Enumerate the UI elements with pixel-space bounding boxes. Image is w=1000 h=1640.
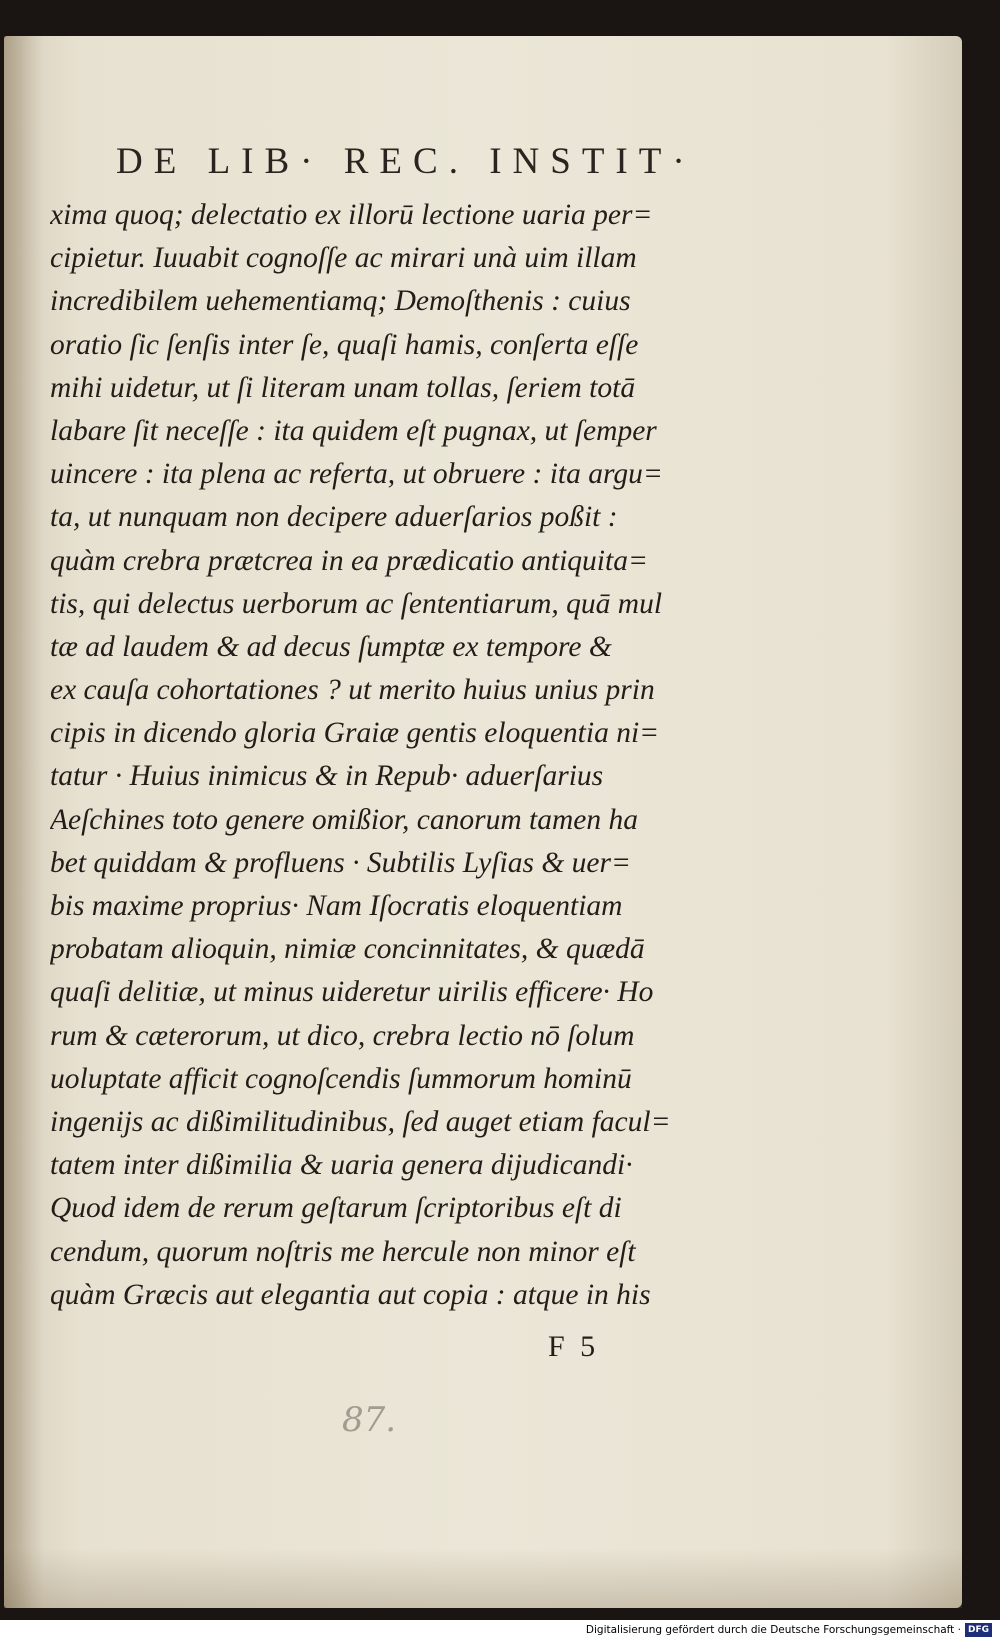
text-line: uincere : ita plena ac referta, ut obruere : ita argu= (50, 458, 663, 491)
text-line: Aeſchines toto genere omißior, canorum tamen ha (50, 803, 638, 836)
text-line: ingenijs ac dißimilitudinibus, ſed auget etiam facul= (50, 1105, 671, 1138)
text-line: cendum, quorum noſtris me hercule non minor eſt (50, 1235, 636, 1268)
text-line: Quod idem de rerum geſtarum ſcriptoribus eſt di (50, 1192, 622, 1225)
text-line: probatam alioquin, nimiæ concinnitates, & quædā (50, 933, 645, 966)
text-line: tæ ad laudem & ad decus ſumptæ ex tempore & (50, 630, 612, 663)
text-line: tatur · Huius inimicus & in Repub· aduerſarius (50, 760, 604, 793)
page-bottom-shadow (4, 1548, 962, 1608)
digitization-credit (586, 1622, 992, 1638)
text-line: oratio ſic ſenſis inter ſe, quaſi hamis, conſerta eſſe (50, 328, 639, 361)
text-line: bet quiddam & profluens · Subtilis Lyſias & uer= (50, 846, 631, 879)
text-line: rum & cæterorum, ut dico, crebra lectio nō ſolum (50, 1019, 635, 1052)
credit-text: Digitalisierung gefördert durch die Deutsche Forschungsgemeinschaft · (585, 1624, 961, 1636)
text-line: bis maxime proprius· Nam Iſocratis eloquentiam (50, 890, 623, 922)
text-line: ta, ut nunquam non decipere aduerſarios poßit : (50, 501, 618, 534)
text-line: cipietur. Iuuabit cognoſſe ac mirari unà uim illam (50, 242, 637, 275)
text-line: quaſi delitiæ, ut minus uideretur uirilis efficere· Ho (50, 976, 654, 1009)
handwritten-folio-number: 87. (342, 1400, 397, 1440)
text-line: uoluptate afficit cognoſcendis ſummorum hominū (50, 1062, 632, 1095)
dfg-logo-icon: DFG (965, 1623, 992, 1637)
text-line: tis, qui delectus uerborum ac ſententiarum, quā mul (50, 587, 663, 620)
gutter-shadow (4, 36, 44, 1608)
text-line: quàm crebra prætcrea in ea prædicatio antiquita= (50, 544, 648, 577)
running-head: DE LIB· REC. INSTIT· (116, 141, 696, 182)
text-line: mihi uidetur, ut ſi literam unam tollas, ſeriem totā (50, 371, 636, 404)
text-line: cipis in dicendo gloria Graiæ gentis eloquentia ni= (50, 717, 660, 750)
text-line: ex cauſa cohortationes ? ut merito huius unius prin (50, 674, 655, 707)
signature-mark: F 5 (548, 1330, 600, 1363)
text-line: xima quoq; delectatio ex illorū lectione uaria per= (50, 199, 653, 231)
text-line: incredibilem uehementiamq; Demoſthenis : cuius (50, 285, 631, 318)
body-text (50, 194, 690, 1317)
text-line: quàm Græcis aut elegantia aut copia : atque in his (50, 1278, 651, 1311)
text-line: labare ſit neceſſe : ita quidem eſt pugnax, ut ſemper (50, 414, 657, 447)
text-line: tatem inter dißimilia & uaria genera dijudicandi· (50, 1149, 633, 1182)
